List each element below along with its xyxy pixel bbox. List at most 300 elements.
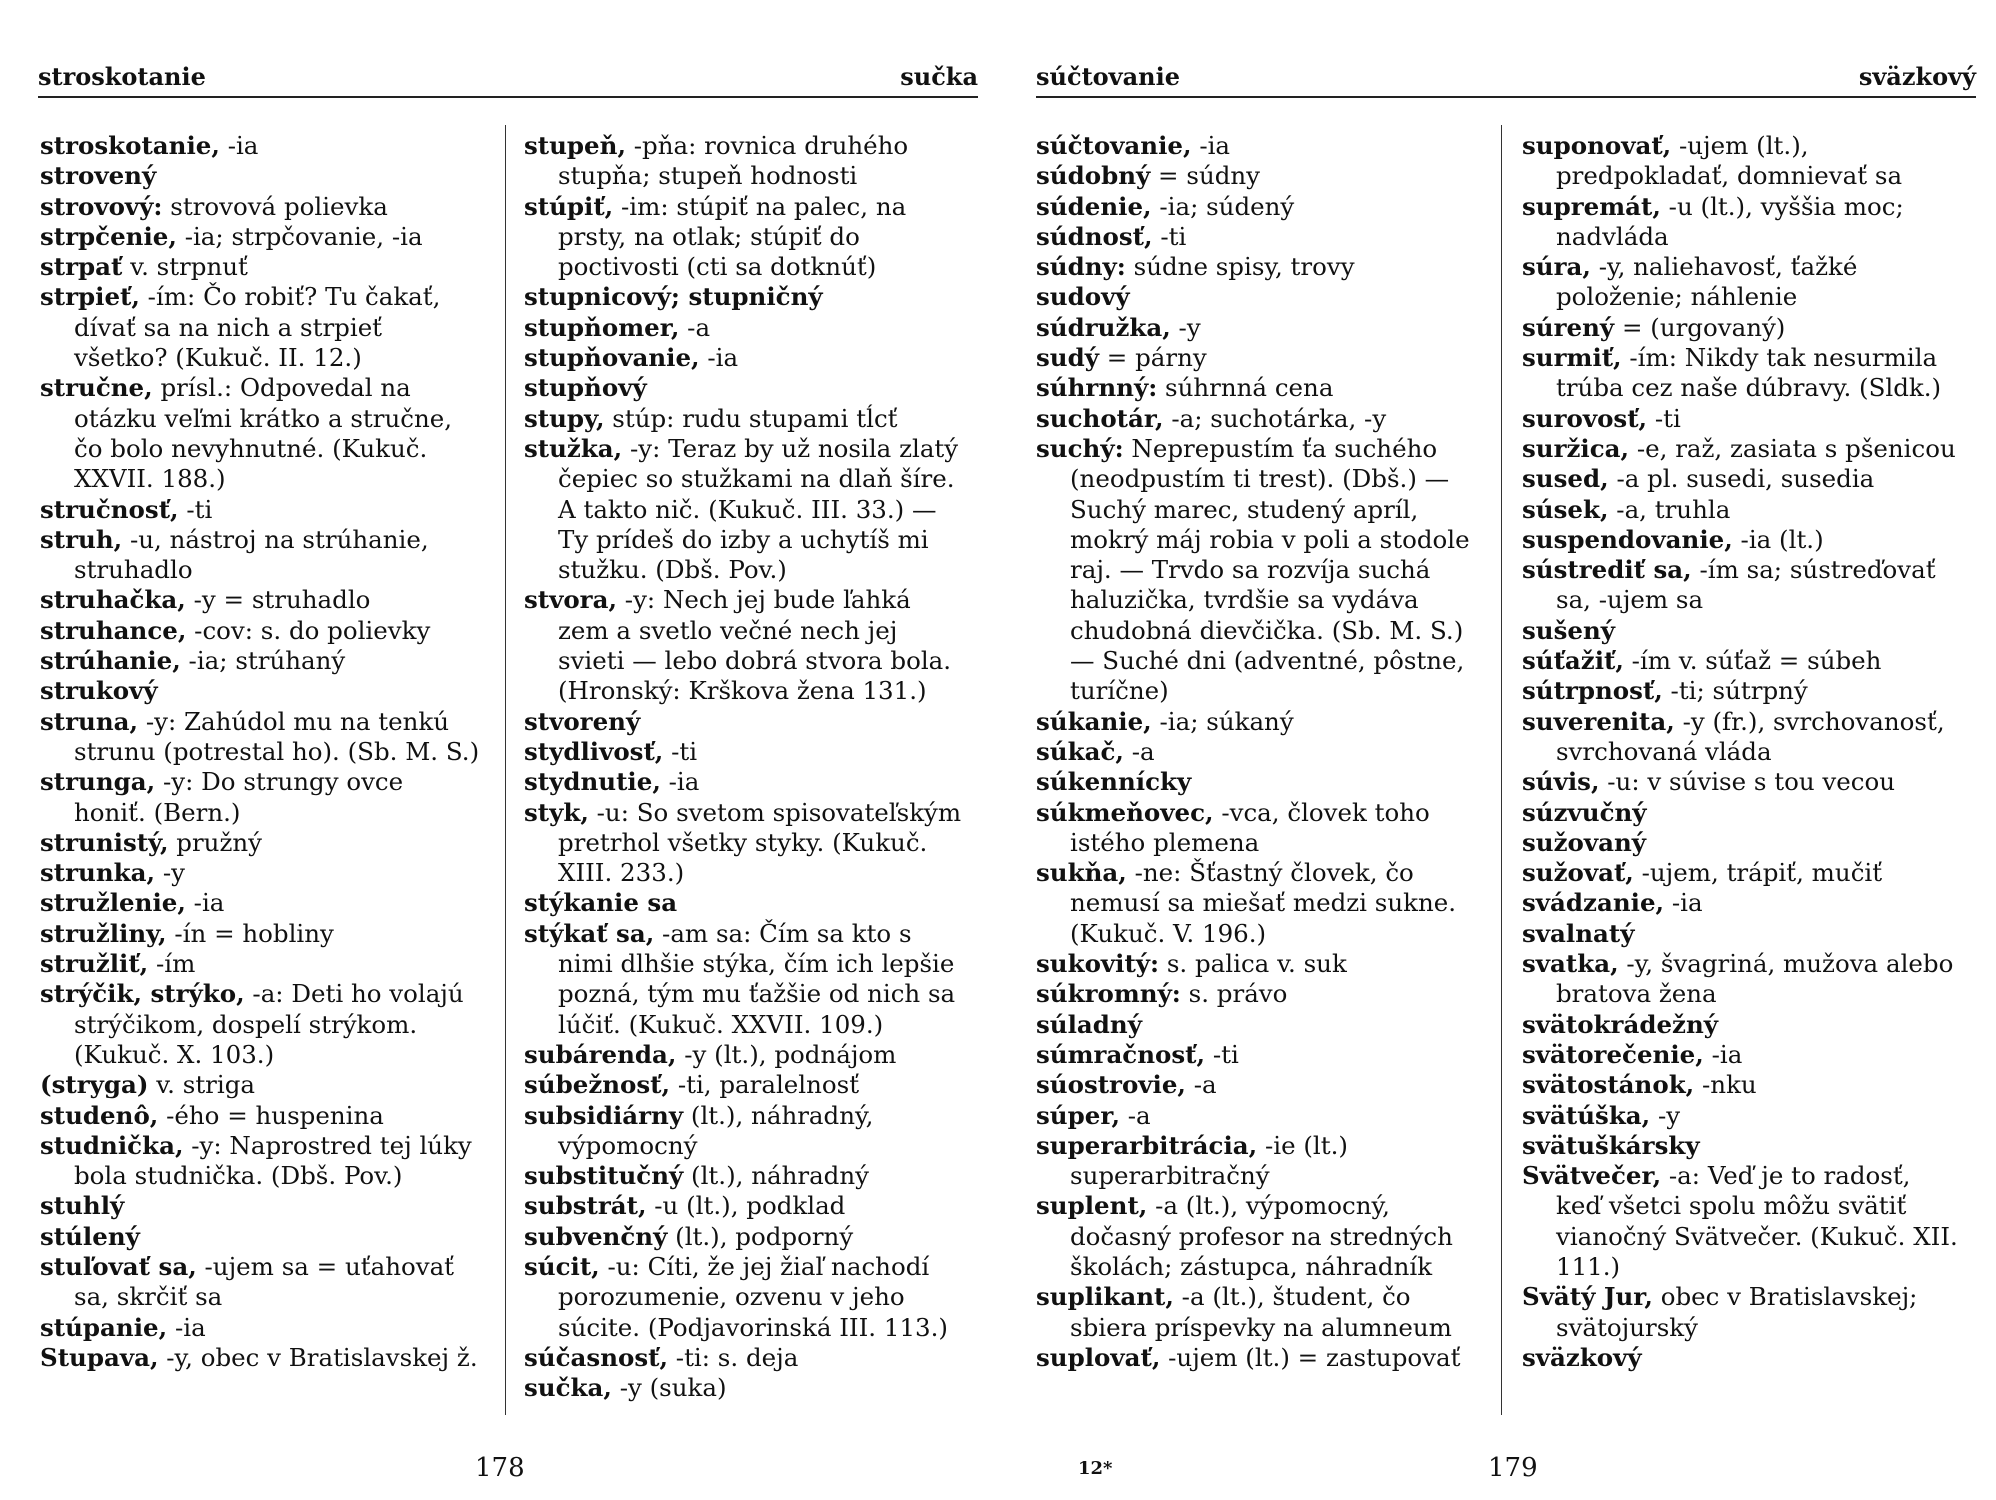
column-right-1	[1036, 131, 1476, 1373]
entry-definition: -y, naliehavosť, ťažké položenie; náhlenie	[1556, 252, 1858, 312]
dictionary-entry	[40, 767, 480, 828]
entry-definition: -ti	[1205, 1039, 1239, 1069]
entry-headword: Svätvečer,	[1522, 1161, 1662, 1191]
entry-headword: súčasnosť,	[524, 1342, 668, 1372]
entry-headword: sukňa,	[1036, 858, 1127, 888]
dictionary-entry	[524, 282, 964, 312]
entry-definition: -ne: Šťastný človek, čo nemusí sa miešať medzi sukne. (Kukuč. V. 196.)	[1070, 858, 1457, 948]
entry-definition: -ti	[1152, 221, 1187, 251]
dictionary-entry	[1036, 767, 1476, 797]
entry-headword: stručnosť,	[40, 494, 179, 524]
dictionary-entry	[1522, 676, 1962, 706]
entry-definition: = párny	[1098, 343, 1207, 373]
entry-definition: -a	[1123, 736, 1155, 766]
column-right-2	[1522, 131, 1962, 1373]
entry-definition: -ti; sútrpný	[1662, 676, 1808, 706]
entry-headword: suchý:	[1036, 433, 1124, 463]
dictionary-entry	[1036, 434, 1476, 707]
entry-definition: -a pl. susedi, susedia	[1608, 464, 1875, 494]
entry-definition: -ti: s. deja	[668, 1342, 799, 1372]
entry-headword: sužovať,	[1522, 858, 1634, 888]
dictionary-entry	[524, 1161, 964, 1191]
entry-headword: sudový	[1036, 282, 1130, 312]
entry-definition: -a (lt.), študent, čo sbiera príspevky na alumneum	[1070, 1282, 1452, 1342]
entry-headword: stuhlý	[40, 1191, 125, 1221]
entry-headword: svätorečenie,	[1522, 1039, 1704, 1069]
dictionary-entry	[1036, 252, 1476, 282]
entry-definition: -im: stúpiť na palec, na prsty, na otlak; stúpiť do poctivosti (cti sa dotknúť)	[558, 191, 907, 282]
entry-definition: -ia	[1191, 131, 1231, 160]
entry-headword: súrený	[1522, 312, 1615, 342]
entry-definition: -y: Nech jej bude ľahká zem a svetlo večné nech jej svieti — lebo dobrá stvora bola. (Hronský: Krškova žena 131.)	[558, 585, 952, 706]
dictionary-entry	[1036, 1131, 1476, 1192]
entry-headword: súdružka,	[1036, 312, 1171, 342]
dictionary-entry	[524, 767, 964, 797]
entry-definition: -ím: Nikdy tak nesurmila trúba cez naše dúbravy. (Sldk.)	[1556, 343, 1942, 403]
entry-headword: suchotár,	[1036, 403, 1164, 433]
dictionary-entry	[1036, 222, 1476, 252]
entry-definition: s. palica v. suk	[1159, 949, 1347, 979]
entry-headword: strovený	[40, 161, 157, 191]
entry-headword: sužovaný	[1522, 827, 1647, 857]
entry-definition: -u: v súvise s tou vecou	[1599, 767, 1896, 797]
entry-definition: prísl.: Odpovedal na otázku veľmi krátko a stručne, čo bolo nevyhnutné. (Kukuč. XXVII. 188.)	[74, 373, 453, 494]
entry-headword: stupy,	[524, 403, 605, 433]
entry-headword: súhrnný:	[1036, 373, 1158, 403]
entry-headword: súladný	[1036, 1009, 1142, 1039]
dictionary-entry	[1522, 555, 1962, 616]
entry-headword: strunka,	[40, 858, 156, 888]
entry-headword: substitučný	[524, 1161, 684, 1191]
dictionary-entry	[1036, 313, 1476, 343]
entry-headword: svätúška,	[1522, 1100, 1651, 1130]
entry-definition: v. strpnuť	[122, 252, 248, 282]
entry-headword: superarbitrácia,	[1036, 1130, 1258, 1160]
dictionary-entry	[1036, 1343, 1476, 1373]
entry-definition: -pňa: rovnica druhého stupňa; stupeň hodnosti	[558, 131, 909, 191]
dictionary-entry	[1522, 616, 1962, 646]
entry-definition: -y, švagriná, mužova alebo bratova žena	[1556, 949, 1954, 1009]
dictionary-entry	[40, 919, 480, 949]
entry-definition: -ím sa; sústreďovať sa, -ujem sa	[1556, 555, 1936, 615]
entry-definition: -a: Deti ho volajú strýčikom, dospelí strýkom. (Kukuč. X. 103.)	[74, 979, 464, 1069]
entry-definition: -ím: Čo robiť? Tu čakať, dívať sa na nich a strpieť všetko? (Kukuč. II. 12.)	[74, 282, 441, 373]
entry-headword: súbežnosť,	[524, 1070, 671, 1100]
dictionary-entry	[1522, 313, 1962, 343]
entry-definition: -ujem, trápiť, mučiť	[1633, 858, 1883, 888]
entry-headword: sukovitý:	[1036, 949, 1160, 979]
dictionary-entry	[1522, 343, 1962, 404]
entry-headword: súčtovanie,	[1036, 131, 1192, 160]
entry-headword: sused,	[1522, 464, 1609, 494]
entry-headword: stýkanie sa	[524, 888, 678, 918]
entry-definition: -a; suchotárka, -y	[1163, 403, 1387, 433]
entry-headword: subárenda,	[524, 1039, 677, 1069]
entry-definition: -y	[1650, 1100, 1681, 1130]
entry-definition: -ia; súdený	[1151, 191, 1295, 221]
entry-definition: = súdny	[1150, 161, 1261, 191]
entry-headword: stupeň,	[524, 131, 626, 160]
dictionary-entry	[40, 222, 480, 252]
entry-headword: stúpanie,	[40, 1312, 168, 1342]
entry-definition: -ím	[148, 949, 196, 979]
dictionary-entry	[1522, 949, 1962, 1010]
entry-headword: súvis,	[1522, 767, 1600, 797]
dictionary-entry	[524, 373, 964, 403]
entry-definition: -ia; strúhaný	[180, 646, 346, 676]
dictionary-entry	[1522, 404, 1962, 434]
entry-headword: stvorený	[524, 706, 641, 736]
running-head-right: sväzkový	[1858, 62, 1976, 91]
entry-headword: surovosť,	[1522, 403, 1648, 433]
entry-definition: -a (lt.), výpomocný, dočasný profesor na stredných školách; zástupca, náhradník	[1070, 1191, 1453, 1281]
entry-headword: suplikant,	[1036, 1282, 1174, 1312]
entry-headword: Svätý Jur,	[1522, 1282, 1653, 1312]
entry-headword: strúhanie,	[40, 646, 181, 676]
entry-headword: Stupava,	[40, 1342, 159, 1372]
dictionary-entry	[40, 373, 480, 494]
entry-definition: -ujem (lt.) = zastupovať	[1160, 1342, 1461, 1372]
running-head-left: súčtovanie	[1036, 62, 1180, 91]
entry-headword: suplovať,	[1036, 1342, 1161, 1372]
dictionary-entry	[40, 888, 480, 918]
column-left-2	[524, 131, 964, 1403]
dictionary-entry	[1522, 858, 1962, 888]
dictionary-entry	[40, 252, 480, 282]
dictionary-entry	[524, 434, 964, 585]
entry-headword: súkromný:	[1036, 979, 1181, 1009]
entry-headword: suspendovanie,	[1522, 524, 1733, 554]
entry-headword: stýkať sa,	[524, 918, 655, 948]
dictionary-entry	[524, 585, 964, 706]
entry-headword: súra,	[1522, 252, 1591, 282]
entry-definition: -u: Cíti, že jej žiaľ nachodí porozumenie, ozvenu v jeho súcite. (Podjavorinská III. 113.)	[558, 1251, 948, 1342]
running-head-right: sučka	[900, 62, 978, 91]
entry-headword: sústrediť sa,	[1522, 555, 1692, 585]
dictionary-entry	[40, 616, 480, 646]
entry-definition: -ého = huspenina	[158, 1100, 384, 1130]
entry-headword: stupňomer,	[524, 312, 680, 342]
dictionary-entry	[1522, 798, 1962, 828]
dictionary-entry	[1522, 1282, 1962, 1343]
dictionary-entry	[1522, 131, 1962, 192]
dictionary-entry	[524, 1222, 964, 1252]
entry-definition: -y: Teraz by už nosila zlatý čepiec so stužkami na dlaň šíre. A takto nič. (Kukuč. III. 33.) — Ty prídeš do izby a uchytíš mi stužku. (Dbš. Pov.)	[558, 433, 959, 585]
dictionary-entry	[1522, 1040, 1962, 1070]
entry-headword: struhance,	[40, 615, 187, 645]
entry-headword: stružliny,	[40, 918, 167, 948]
entry-headword: struna,	[40, 706, 139, 736]
entry-headword: struh,	[40, 524, 123, 554]
entry-headword: subsidiárny	[524, 1100, 684, 1130]
dictionary-entry	[1522, 252, 1962, 313]
dictionary-entry	[1036, 1040, 1476, 1070]
header-rule	[1036, 96, 1976, 98]
dictionary-entry	[524, 1252, 964, 1343]
page-number: 179	[1488, 1453, 1538, 1483]
entry-headword: stydnutie,	[524, 767, 661, 797]
entry-definition: -y	[155, 858, 185, 888]
entry-definition: -y (fr.), svrchovanosť, svrchovaná vláda	[1556, 706, 1945, 766]
entry-definition: -cov: s. do polievky	[186, 615, 431, 645]
entry-headword: surmiť,	[1522, 343, 1622, 373]
entry-headword: súkmeňovec,	[1036, 797, 1214, 827]
dictionary-entry	[1036, 1282, 1476, 1343]
entry-definition: -ti	[1647, 403, 1681, 433]
dictionary-entry	[1036, 161, 1476, 191]
dictionary-entry	[40, 707, 480, 768]
entry-headword: svätostánok,	[1522, 1070, 1695, 1100]
entry-definition: = (urgovaný)	[1614, 312, 1786, 342]
entry-headword: súkač,	[1036, 736, 1124, 766]
entry-definition: -a, truhla	[1608, 494, 1731, 524]
dictionary-entry	[524, 707, 964, 737]
entry-headword: svádzanie,	[1522, 888, 1665, 918]
dictionary-entry	[40, 1252, 480, 1313]
dictionary-entry	[40, 1131, 480, 1192]
entry-headword: strpčenie,	[40, 221, 177, 251]
entry-headword: súcit,	[524, 1251, 600, 1281]
dictionary-entry	[1522, 1101, 1962, 1131]
dictionary-entry	[40, 949, 480, 979]
dictionary-entry	[40, 131, 480, 161]
dictionary-entry	[1036, 707, 1476, 737]
dictionary-entry	[40, 585, 480, 615]
entry-headword: súťažiť,	[1522, 646, 1624, 676]
dictionary-entry	[40, 676, 480, 706]
entry-headword: svätokrádežný	[1522, 1009, 1718, 1039]
entry-definition: -vca, človek toho istého plemena	[1070, 797, 1430, 857]
entry-definition: -ia; súkaný	[1151, 706, 1294, 736]
dictionary-entry	[1036, 404, 1476, 434]
entry-definition: -u (lt.), podklad	[646, 1191, 846, 1221]
dictionary-entry	[40, 1222, 480, 1252]
dictionary-entry	[1036, 1010, 1476, 1040]
entry-headword: sudý	[1036, 343, 1099, 373]
dictionary-entry	[40, 525, 480, 586]
entry-headword: súmračnosť,	[1036, 1039, 1206, 1069]
entry-headword: sútrpnosť,	[1522, 676, 1663, 706]
entry-definition: -ia (lt.)	[1732, 524, 1824, 554]
dictionary-entry	[524, 404, 964, 434]
entry-headword: studnička,	[40, 1130, 184, 1160]
entry-definition: -a	[1119, 1100, 1151, 1130]
dictionary-entry	[1522, 1343, 1962, 1373]
entry-headword: stydlivosť,	[524, 736, 664, 766]
dictionary-entry	[524, 798, 964, 889]
dictionary-entry	[524, 888, 964, 918]
entry-headword: supremát,	[1522, 191, 1661, 221]
entry-headword: súkennícky	[1036, 767, 1192, 797]
dictionary-entry	[1036, 858, 1476, 949]
entry-definition: (lt.), náhradný, výpomocný	[558, 1100, 874, 1160]
dictionary-entry	[524, 919, 964, 1040]
entry-definition: súdne spisy, trovy	[1125, 252, 1355, 282]
dictionary-entry	[1522, 707, 1962, 768]
entry-definition: v. striga	[148, 1070, 256, 1100]
entry-headword: súzvučný	[1522, 797, 1647, 827]
running-head-left: stroskotanie	[38, 62, 206, 91]
entry-definition: -y: Zahúdol mu na tenkú strunu (potrestal ho). (Sb. M. S.)	[74, 706, 480, 766]
entry-definition: (lt.), náhradný	[683, 1161, 869, 1191]
entry-definition: -ia	[219, 131, 259, 160]
entry-definition: -y (suka)	[611, 1373, 727, 1403]
entry-headword: strunga,	[40, 767, 156, 797]
entry-definition: -y	[1170, 312, 1201, 342]
dictionary-entry	[40, 858, 480, 888]
entry-headword: struhačka,	[40, 585, 186, 615]
entry-definition: -ia	[699, 343, 739, 373]
dictionary-entry	[40, 646, 480, 676]
entry-headword: (stryga)	[40, 1070, 149, 1100]
dictionary-entry	[40, 192, 480, 222]
entry-definition: -ím v. súťaž = súbeh	[1623, 646, 1882, 676]
entry-headword: súdenie,	[1036, 191, 1152, 221]
entry-headword: strovový:	[40, 191, 163, 221]
dictionary-entry	[40, 1343, 480, 1373]
entry-headword: strunistý,	[40, 827, 169, 857]
entry-headword: suverenita,	[1522, 706, 1675, 736]
dictionary-entry	[1036, 979, 1476, 1009]
dictionary-entry	[1036, 343, 1476, 373]
entry-headword: suržica,	[1522, 433, 1630, 463]
dictionary-entry	[1522, 1010, 1962, 1040]
dictionary-entry	[524, 131, 964, 192]
entry-definition: -u, nástroj na strúhanie, struhadlo	[74, 524, 429, 585]
entry-headword: svalnatý	[1522, 918, 1635, 948]
entry-definition: s. právo	[1180, 979, 1288, 1009]
entry-headword: stúlený	[40, 1221, 140, 1251]
entry-definition: -y, obec v Bratislavskej ž.	[158, 1342, 478, 1372]
dictionary-entry	[40, 161, 480, 191]
entry-definition: -y: Naprostred tej lúky bola studnička. (Dbš. Pov.)	[74, 1130, 472, 1191]
entry-definition: -ia	[167, 1312, 206, 1342]
entry-definition: -u: So svetom spisovateľským pretrhol všetky styky. (Kukuč. XIII. 233.)	[558, 797, 962, 888]
entry-headword: strpieť,	[40, 282, 140, 312]
entry-definition: -ti	[178, 494, 213, 524]
entry-definition: -a	[1185, 1070, 1217, 1100]
dictionary-entry	[40, 1070, 480, 1100]
entry-headword: stúpiť,	[524, 191, 614, 221]
entry-definition: -ín = hobliny	[166, 918, 334, 948]
entry-headword: súkanie,	[1036, 706, 1152, 736]
entry-definition: -y = struhadlo	[185, 585, 371, 615]
dictionary-entry	[1036, 373, 1476, 403]
dictionary-entry	[40, 1101, 480, 1131]
entry-headword: styk,	[524, 797, 589, 827]
entry-definition: -ti, paralelnosť	[670, 1070, 860, 1100]
entry-headword: stvora,	[524, 585, 617, 615]
entry-headword: sučka,	[524, 1373, 612, 1403]
entry-definition: -ujem sa = uťahovať sa, skrčiť sa	[74, 1251, 455, 1312]
dictionary-entry	[1036, 949, 1476, 979]
entry-definition: -nku	[1694, 1070, 1757, 1100]
dictionary-entry	[40, 1313, 480, 1343]
dictionary-entry	[1522, 434, 1962, 464]
entry-definition: súhrnná cena	[1157, 373, 1334, 403]
entry-definition: -u (lt.), vyššia moc; nadvláda	[1556, 191, 1904, 251]
dictionary-entry	[1036, 1070, 1476, 1100]
dictionary-entry	[524, 1373, 964, 1403]
entry-definition: -ia	[1703, 1039, 1743, 1069]
entry-definition: (lt.), podporný	[667, 1221, 854, 1251]
entry-definition: -ia; strpčovanie, -ia	[176, 221, 423, 251]
entry-headword: suponovať,	[1522, 131, 1672, 160]
dictionary-entry	[524, 192, 964, 283]
dictionary-entry	[1522, 919, 1962, 949]
dictionary-entry	[40, 828, 480, 858]
dictionary-entry	[1036, 1191, 1476, 1282]
dictionary-entry	[1522, 525, 1962, 555]
header-rule	[38, 96, 978, 98]
entry-definition: -a	[679, 312, 711, 342]
entry-headword: substrát,	[524, 1191, 647, 1221]
entry-headword: stuľovať sa,	[40, 1251, 197, 1281]
entry-definition: obec v Bratislavskej; svätojurský	[1556, 1282, 1918, 1342]
entry-headword: sušený	[1522, 615, 1616, 645]
dictionary-entry	[1522, 192, 1962, 253]
dictionary-entry	[1036, 798, 1476, 859]
entry-definition: -e, raž, zasiata s pšenicou	[1629, 433, 1956, 463]
entry-definition: -a: Veď je to radosť, keď všetci spolu môžu svätiť vianočný Svätvečer. (Kukuč. XII. 111.)	[1556, 1161, 1958, 1281]
dictionary-entry	[524, 1191, 964, 1221]
entry-headword: strpať	[40, 252, 123, 282]
entry-headword: stručne,	[40, 373, 153, 403]
entry-definition: -ia	[185, 888, 225, 918]
entry-definition: -y: Do strungy ovce honiť. (Bern.)	[74, 767, 404, 827]
entry-headword: súdnosť,	[1036, 221, 1153, 251]
dictionary-entry	[1522, 495, 1962, 525]
dictionary-entry	[1522, 767, 1962, 797]
entry-headword: svatka,	[1522, 949, 1619, 979]
entry-headword: svätuškársky	[1522, 1130, 1700, 1160]
entry-headword: subvenčný	[524, 1221, 668, 1251]
entry-headword: stružlenie,	[40, 888, 186, 918]
entry-headword: suplent,	[1036, 1191, 1148, 1221]
entry-headword: stupňovanie,	[524, 343, 700, 373]
entry-definition: stúp: rudu stupami tĺcť	[604, 403, 898, 433]
entry-headword: stupnicový; stupničný	[524, 282, 823, 312]
entry-headword: stužka,	[524, 433, 623, 463]
entry-definition: -ia	[1664, 888, 1703, 918]
column-separator	[505, 125, 506, 1415]
dictionary-entry	[40, 1191, 480, 1221]
entry-headword: stroskotanie,	[40, 131, 220, 160]
dictionary-entry	[524, 343, 964, 373]
dictionary-entry	[1522, 828, 1962, 858]
entry-headword: súdobný	[1036, 161, 1151, 191]
dictionary-entry	[1522, 1131, 1962, 1161]
column-left-1	[40, 131, 480, 1373]
dictionary-entry	[524, 1343, 964, 1373]
dictionary-entry	[1036, 131, 1476, 161]
entry-headword: stružliť,	[40, 949, 149, 979]
dictionary-entry	[524, 313, 964, 343]
dictionary-entry	[40, 979, 480, 1070]
dictionary-entry	[1036, 282, 1476, 312]
entry-headword: studenô,	[40, 1100, 159, 1130]
dictionary-entry	[1522, 888, 1962, 918]
entry-definition: -y (lt.), podnájom	[676, 1039, 897, 1069]
entry-definition: strovová polievka	[162, 191, 388, 221]
dictionary-entry	[40, 282, 480, 373]
entry-headword: súsek,	[1522, 494, 1609, 524]
entry-definition: pružný	[168, 827, 262, 857]
entry-headword: súostrovie,	[1036, 1070, 1186, 1100]
right-page	[998, 0, 1996, 1500]
entry-definition: -am sa: Čím sa kto s nimi dlhšie stýka, čím ich lepšie pozná, tým mu ťažšie od nich sa lúčiť. (Kukuč. XXVII. 109.)	[558, 918, 956, 1039]
dictionary-entry	[1522, 1070, 1962, 1100]
